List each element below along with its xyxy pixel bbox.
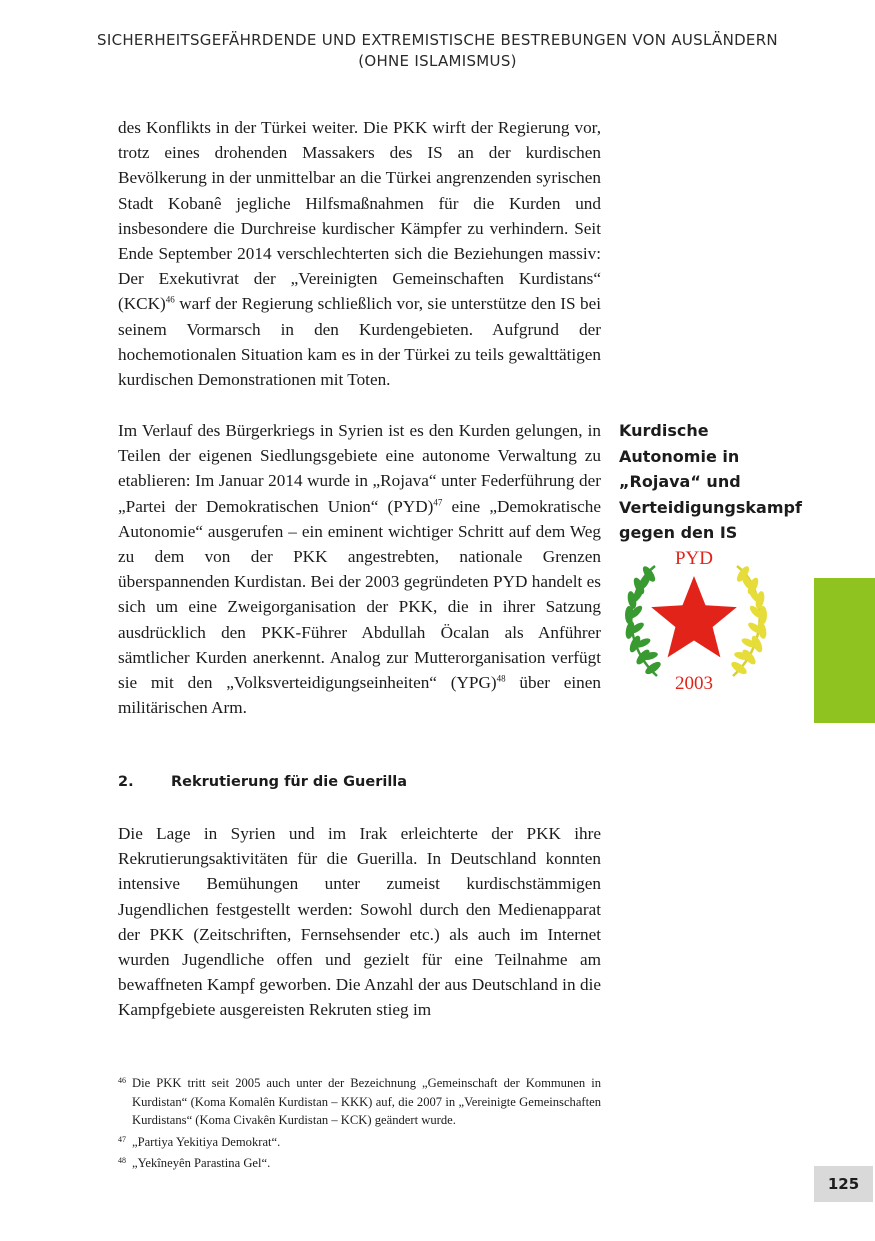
footnote-ref-47[interactable]: 47 xyxy=(433,496,443,507)
paragraph-rojava xyxy=(118,418,601,720)
footnote-ref-48[interactable]: 48 xyxy=(496,673,506,684)
paragraph-conflict-turkey xyxy=(118,115,601,392)
paragraph2-text-c: über einen militärischen Arm. xyxy=(118,673,601,718)
footnote-48 xyxy=(118,1154,601,1173)
page-number: 125 xyxy=(814,1166,873,1202)
footnote-number: 48 xyxy=(118,1156,126,1165)
margin-heading: Kurdische Autonomie in „Rojava“ und Verteidigungskampf gegen den IS xyxy=(619,421,802,542)
chapter-tab xyxy=(814,578,875,723)
paragraph-recruitment: Die Lage in Syrien und im Irak erleichterte der PKK ihre Rekrutierungsaktivitäten für die Guerilla. In Deutschland konnten intensive Bemühungen unter zumeist kurdischstämmigen Jugendlichen festgestellt werden: Sowohl durch den Medienapparat der PKK (Zeitschriften, Fernsehsender etc.) als auch im Internet wurden Jugendliche offen und gezielt für eine Teilnahme am bewaffneten Kampf geworben. Die Anzahl der aus Deutschland in die Kampfgebiete ausgereisten Rekruten stieg im xyxy=(118,824,601,1020)
red-star-icon xyxy=(651,576,737,657)
logo-bottom-text: 2003 xyxy=(675,673,713,694)
paragraph2-text-b: eine „Demokratische Autonomie“ ausgerufen – ein eminent wichtiger Schritt auf dem Weg zu dem von der PKK angestrebten, nationale Grenzen überspannenden Kurdistan. Bei der 2003 gegründeten PYD handelt es sich um eine Zweigorganisation der PKK, die in ihrer Satzung ausdrücklich den PKK-Führer Abdullah Öcalan als Anführer sämtlicher Kurden anerkennt. Analog zur Mutterorganisation verfügt sie mit den „Volksverteidigungseinheiten“ (YPG) xyxy=(118,496,601,693)
header-line-1: SICHERHEITSGEFÄHRDENDE UND EXTREMISTISCHE BESTREBUNGEN VON AUSLÄNDERN xyxy=(97,31,778,49)
right-wreath xyxy=(729,564,767,676)
footnote-number: 46 xyxy=(118,1076,126,1085)
footnote-text: Die PKK tritt seit 2005 auch unter der Bezeichnung „Gemeinschaft der Kommunen in Kurdistan“ (Koma Komalên Kurdistan – KKK) auf, die 2007 in „Vereinigte Gemeinschaften Kurdistans“ (Koma Civakên Kurdistan – KCK) geändert wurde. xyxy=(132,1076,601,1127)
section-heading xyxy=(118,774,407,790)
pyd-logo xyxy=(617,544,769,694)
footnote-ref-46[interactable]: 46 xyxy=(165,294,175,305)
paragraph1-text-b: warf der Regierung schließlich vor, sie unterstütze den IS bei seinem Vormarsch in den Kurdengebieten. Aufgrund der hochemotionalen Situation kam es in der Türkei zu teils gewalttätigen kurdischen Demonstrationen mit Toten. xyxy=(118,294,601,390)
footnotes xyxy=(118,1074,601,1176)
footnote-text: „Yekîneyên Parastina Gel“. xyxy=(132,1156,271,1170)
running-header xyxy=(0,30,875,72)
footnote-46 xyxy=(118,1074,601,1130)
paragraph1-text-a: des Konflikts in der Türkei weiter. Die PKK wirft der Regierung vor, trotz eines drohenden Massakers des IS an der kurdischen Bevölkerung in der unmittelbar an die Türkei angrenzenden syrischen Stadt Kobanê jegliche Hilfsmaßnahmen für die Kurden und insbesondere die Durchreise kurdischer Kämpfer zu verhindern. Seit Ende September 2014 verschlechterten sich die Beziehungen massiv: Der Exekutivrat der „Vereinigten Gemeinschaften Kurdistans“ (KCK) xyxy=(118,118,601,314)
section-number: 2. xyxy=(118,774,134,790)
section-title: Rekrutierung für die Guerilla xyxy=(171,774,408,790)
footnote-text: „Partiya Yekitiya Demokrat“. xyxy=(132,1134,281,1149)
header-line-2: (OHNE ISLAMISMUS) xyxy=(358,52,517,70)
footnote-47 xyxy=(118,1133,601,1152)
logo-top-text: PYD xyxy=(674,548,714,569)
paragraph2-text-a: Im Verlauf des Bürgerkriegs in Syrien ist es den Kurden gelungen, in Teilen der eigenen Siedlungsgebiete eine autonome Verwaltung zu etablieren: Im Januar 2014 wurde in „Rojava“ unter Federführung der „Partei der Demokratischen Union“ (PYD) xyxy=(118,421,601,516)
footnote-number: 47 xyxy=(118,1134,126,1144)
left-wreath xyxy=(624,564,662,676)
